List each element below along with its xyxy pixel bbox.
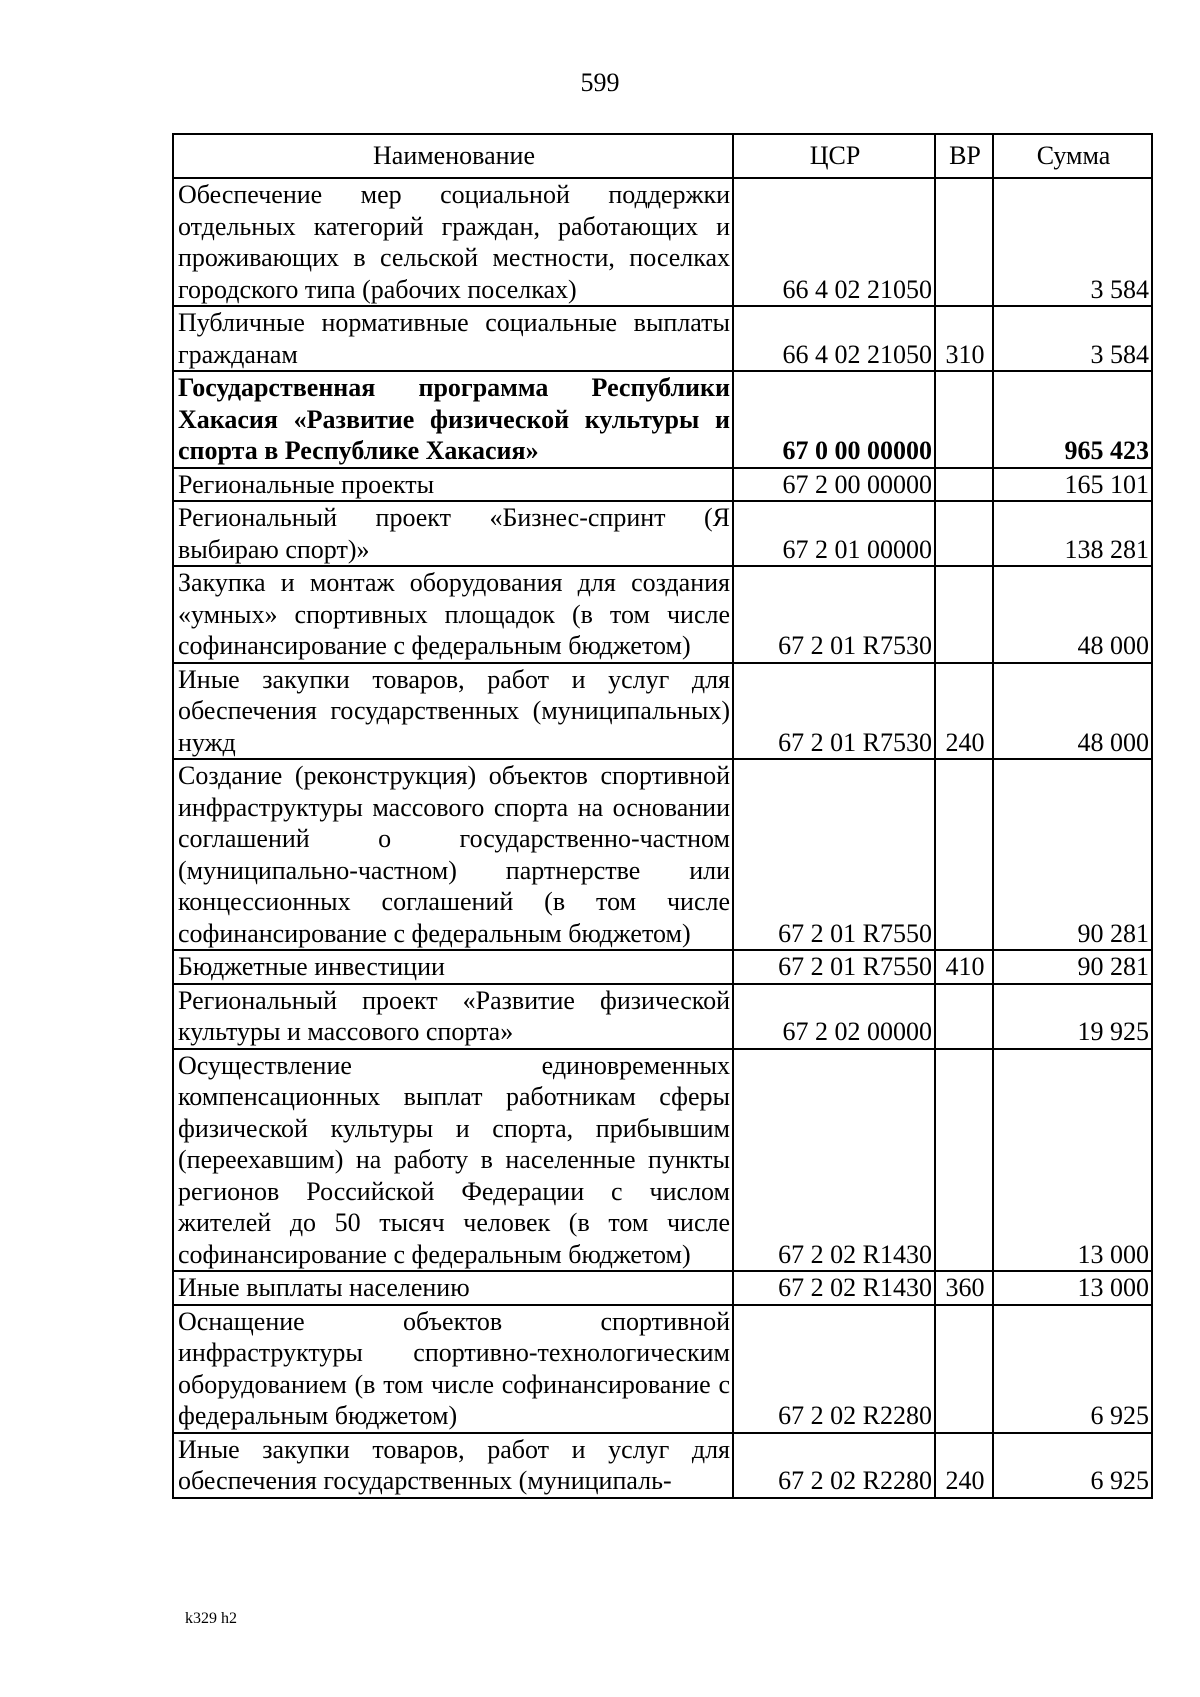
table-row (173, 566, 1152, 663)
table-row (173, 1305, 1152, 1433)
cell-csr: 66 4 02 21050 (733, 178, 935, 306)
footer-code: k329 h2 (185, 1610, 237, 1627)
header-name: Наименование (173, 134, 733, 178)
cell-csr: 67 2 02 R1430 (733, 1271, 935, 1305)
table-row (173, 178, 1152, 306)
cell-vr (935, 759, 993, 950)
cell-vr (935, 371, 993, 468)
cell-name: Оснащение объектов спортивной инфраструктуры спортивно-технологическим оборудованием (в том числе софинансирование с федеральным бюджетом) (173, 1305, 733, 1433)
cell-name: Региональный проект «Развитие физической культуры и массового спорта» (173, 984, 733, 1049)
cell-name: Обеспечение мер социальной поддержки отдельных категорий граждан, работающих и проживающих в сельской местности, поселках городского типа (рабочих поселках) (173, 178, 733, 306)
table-row (173, 306, 1152, 371)
table-body (173, 178, 1152, 1498)
cell-name: Региональный проект «Бизнес-спринт (Я выбираю спорт)» (173, 501, 733, 566)
cell-vr: 360 (935, 1271, 993, 1305)
cell-sum: 19 925 (993, 984, 1152, 1049)
table-header-row (173, 134, 1152, 178)
budget-table (172, 133, 1153, 1499)
cell-sum: 90 281 (993, 950, 1152, 984)
cell-csr: 67 2 01 R7530 (733, 663, 935, 760)
cell-vr: 240 (935, 663, 993, 760)
cell-name: Иные закупки товаров, работ и услуг для обеспечения государственных (муниципаль- (173, 1433, 733, 1498)
cell-sum: 3 584 (993, 178, 1152, 306)
cell-csr: 67 2 02 00000 (733, 984, 935, 1049)
cell-sum: 3 584 (993, 306, 1152, 371)
table-row (173, 984, 1152, 1049)
cell-sum: 6 925 (993, 1305, 1152, 1433)
cell-name: Создание (реконструкция) объектов спортивной инфраструктуры массового спорта на основании соглашений о государственно-частном (муниципально-частном) партнерстве или концессионных соглашений (в том числе софинансирование с федеральным бюджетом) (173, 759, 733, 950)
cell-vr (935, 984, 993, 1049)
header-vr: ВР (935, 134, 993, 178)
cell-vr: 410 (935, 950, 993, 984)
cell-csr: 67 2 01 R7550 (733, 950, 935, 984)
cell-name: Государственная программа Республики Хакасия «Развитие физической культуры и спорта в Республике Хакасия» (173, 371, 733, 468)
table-row (173, 663, 1152, 760)
table-row (173, 468, 1152, 502)
cell-csr: 67 2 02 R2280 (733, 1433, 935, 1498)
cell-vr: 240 (935, 1433, 993, 1498)
cell-csr: 66 4 02 21050 (733, 306, 935, 371)
cell-csr: 67 2 00 00000 (733, 468, 935, 502)
cell-vr (935, 566, 993, 663)
cell-vr (935, 1305, 993, 1433)
cell-name: Публичные нормативные социальные выплаты гражданам (173, 306, 733, 371)
cell-csr: 67 0 00 00000 (733, 371, 935, 468)
cell-sum: 6 925 (993, 1433, 1152, 1498)
page-number: 599 (580, 68, 620, 97)
cell-vr (935, 178, 993, 306)
cell-vr (935, 1049, 993, 1272)
cell-csr: 67 2 02 R2280 (733, 1305, 935, 1433)
table-row (173, 1271, 1152, 1305)
table-row (173, 759, 1152, 950)
cell-csr: 67 2 01 00000 (733, 501, 935, 566)
cell-sum: 165 101 (993, 468, 1152, 502)
cell-sum: 13 000 (993, 1049, 1152, 1272)
cell-csr: 67 2 01 R7550 (733, 759, 935, 950)
cell-name: Осуществление единовременных компенсационных выплат работникам сферы физической культуры и спорта, прибывшим (переехавшим) на работу в населенные пункты регионов Российской Федерации с числом жителей до 50 тысяч человек (в том числе софинансирование с федеральным бюджетом) (173, 1049, 733, 1272)
cell-sum: 90 281 (993, 759, 1152, 950)
cell-vr (935, 501, 993, 566)
table-row (173, 501, 1152, 566)
table-row (173, 1433, 1152, 1498)
header-sum: Сумма (993, 134, 1152, 178)
cell-sum: 965 423 (993, 371, 1152, 468)
cell-csr: 67 2 02 R1430 (733, 1049, 935, 1272)
cell-sum: 48 000 (993, 566, 1152, 663)
cell-name: Региональные проекты (173, 468, 733, 502)
cell-name: Бюджетные инвестиции (173, 950, 733, 984)
cell-csr: 67 2 01 R7530 (733, 566, 935, 663)
table-row (173, 950, 1152, 984)
cell-sum: 138 281 (993, 501, 1152, 566)
cell-vr: 310 (935, 306, 993, 371)
cell-name: Иные закупки товаров, работ и услуг для обеспечения государственных (муниципальных) нужд (173, 663, 733, 760)
table-row (173, 371, 1152, 468)
cell-name: Иные выплаты населению (173, 1271, 733, 1305)
cell-sum: 48 000 (993, 663, 1152, 760)
cell-vr (935, 468, 993, 502)
table-row (173, 1049, 1152, 1272)
cell-sum: 13 000 (993, 1271, 1152, 1305)
header-csr: ЦСР (733, 134, 935, 178)
cell-name: Закупка и монтаж оборудования для создания «умных» спортивных площадок (в том числе софинансирование с федеральным бюджетом) (173, 566, 733, 663)
